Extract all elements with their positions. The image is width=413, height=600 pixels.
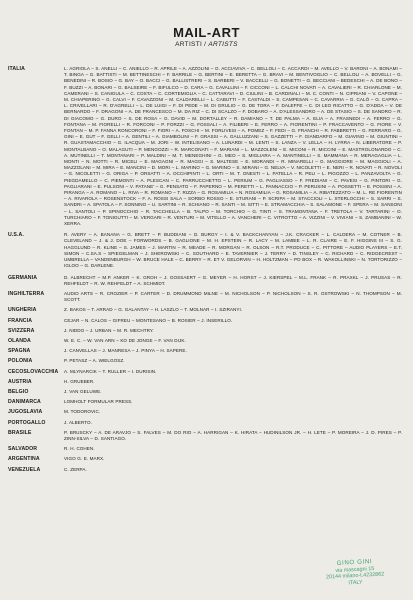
country-entry — [8, 369, 406, 375]
artist-names: J. VAN GELUWE. — [64, 388, 102, 394]
country-entry — [8, 307, 406, 313]
country-label: ITALIA — [8, 66, 25, 72]
country-label: PORTOGALLO — [8, 419, 46, 426]
stamp-city: 20144 milano-t.4232862 — [325, 571, 385, 581]
stamp-street: via mascagni 15 — [335, 565, 375, 574]
address-stamp — [315, 558, 394, 588]
country-label: SPAGNA — [8, 348, 31, 355]
country-entry — [8, 348, 406, 354]
artist-names: H. GRUEBER. — [64, 378, 95, 384]
country-entry — [8, 389, 406, 395]
country-entry — [8, 275, 406, 287]
artist-names: J. CANVELLAS – J. MANRESA – J. PINYA – H. SAPERE. — [64, 348, 187, 354]
artist-names: CEJAR – N. CALOS – GIFREU – MONTESANO – B. ROSIER – J. INSERILLO. — [64, 317, 233, 323]
artist-names: P. BRUSCKY – A. DE ARAVJO – S. FALVES – M. DO RIO – A. HARRIGAN – K. HIRATA – HUDINILSON JR. – H. LETE – P. MOREIRA – J. D. PIRES – P. ZINN-SILVA – D. SANTIAGO. — [64, 429, 402, 441]
country-entry — [8, 409, 406, 415]
country-entry — [8, 318, 406, 324]
artist-names: P. PETASZ – A. WIELGOSZ. — [64, 358, 125, 364]
artist-list — [8, 66, 406, 477]
artist-names: A. MLYNARCIK – T. RULLER – I. DURISIN. — [64, 368, 157, 374]
stamp-country: ITALY — [348, 579, 363, 586]
country-label: FRANCIA — [8, 317, 33, 324]
country-label: ARGENTINA — [8, 456, 40, 463]
country-label: UNGHERIA — [8, 307, 37, 314]
country-label: POLONIA — [8, 358, 33, 365]
country-label: AUSTRIA — [8, 378, 32, 385]
country-entry — [8, 456, 406, 462]
country-label: CECOSLOVACCHIA — [8, 368, 59, 375]
country-label: DANIMARCA — [8, 399, 41, 406]
country-entry — [8, 328, 406, 334]
country-label: SALVADOR — [8, 446, 38, 453]
country-entry — [8, 291, 406, 303]
country-entry — [8, 232, 406, 269]
artist-names: D. ALBRECHT – M.P. ANKER – K. GROH – J. GOSSAERT – G. MEYER – H. HORST – J. KIERSPEL – M.L. FRANK – R. PRAXKL – J. PRUSAS – R. REHFELDT – R. W. REHFELDT – A. SCHMIDT. — [64, 274, 402, 286]
country-entry — [8, 420, 406, 426]
stamp-name: GINO GINI — [336, 558, 373, 567]
country-entry — [8, 399, 406, 405]
artist-names: J. NIDDO – J. URBAN – M. R. MECHTRY. — [64, 327, 154, 333]
country-label: VENEZUELA — [8, 466, 41, 473]
subtitle-italic: ARTISTS — [208, 41, 238, 48]
artist-names: C. ZERPA. — [64, 466, 87, 472]
artist-names: J. ALBERTO. — [64, 419, 92, 425]
country-label: INGHILTERRA — [8, 290, 45, 297]
artist-names: M. TODOROVIC. — [64, 409, 101, 415]
country-entry — [8, 467, 406, 473]
country-entry — [8, 358, 406, 364]
country-entry — [8, 446, 406, 452]
country-entry — [8, 379, 406, 385]
page-title: MAIL-ART — [173, 25, 240, 40]
country-label: U.S.A. — [8, 232, 24, 239]
artist-names: LOMHOLT FORMULAR PRESS. — [64, 399, 133, 405]
artist-names: L. AGRIOLA – S. ANELLI – C. ANIELLO – R. APRILE – A. AZZOLINI – G. ACCIAVIVA – C. BELLOLI – C. ACCARDI – M. AVELLO – V. BARONI – A. BONAMI – T. BINGA – G. BATTISTI – M. BETTINESCHI – F. BARRILE – G. BERTINI – E. BERETTA – G. BRAVI – M. BENTIVOGLIO – C. BELLOLI – A. BOVELLI – G. BENEDINI – R. BOSIO – G. BAY – O. BACCI – G. BALLISTRERI – S. BARBERI – V. BACCELLI – G. BONETTI – G. BECCIANI – BEDESCHI – A. DE BONO – F. BUZZI – A. BONARI – G. BALSEIRE – F. BIFULCO – D. CARA – G. CAVALLINI – F. CICCONI – L. CALCHI NOVATI – A. CAVALIERI – R. CHIARLONE – M. CAMERANI – S. CANIGULA – C. COSTA – C. CORTEMIGLIA – C. CATTARAVI – D. CIULINI – B. CARDINALI – M. C. CONTI – N. CIPRIANI – V. CAPONE – M. CHIAPERINO – G. CALVI – F. CAVAZZONI – M. CALDARELLI – L. CABUTTI – F. CASTALDI – S. CAMPESAN – C. CAVARRIA – G. CALÒ – G. CAPRA – L. CRIVELLARI – R. D'AGRELLI – L. DE LUIGI – F. DI PEDE – M. DI GRULIO – G. DE TORA – F. DALEFFE – C. DI LEO RICATTO – G. D'ADDA – V. DE BERNARDO – F. DRAGONI – A. DE FRANCESCO – M. DA RIZ – C. DI SCALZO – F. DOBARO – A. D'ALESSANDRO – A. DE STASIO – S. DE SANDRO – R. DI GIACOMO – G. DURO – S. DE ROSA – G. DAVID – M. DORTALLEY – R. DAMIANO – T. DE PALMA – A. ELIA – A. FRASNEDI – A. FERRO – G. FONTANA – M. FIORELLI – R. FORCONI – P. FORZZI – G. FOSSALI – A. FILIBERI – E. FERRO – A. FIORENTINI – P. FRACCAVENTO – G. FIORE – V. FONTAN – M. P. FANNA RONCORONI – F. FIORI – A. FOSCHI – M. FORLIVESI – A. POMEZ – F. FEDI – G. FRANCHI – R. FABBRETTI – G. FERRARO – G. GINI – E. GUT – F. GELLI – A. GENTILI – A. GIAMBOLINI – F. GRASSI – A. GALLUZZANI – S. GAZZETTI – F. GIANDARFO – M. GIAVINO – M. GIUNTINI – R. GUASTAMACCHIO – G. ILACQUA – M. JORI – W. INTELISANO – A. LUNARDI – M. LENTI – S. LANZA – V. LELLA – H. LYRRA – N. LIBERATORE – P. MONTALBANO – O. MALAGUTI – P. MENGOZZI – R. MARCONATI – F. MARIANI – L. MAZZOLENI – E. MICONI – R. MICCINI – E. MASTROLONARDO – C. A. MUTINELLI – T. MONTANARI – P. MALDINI – M. T. MENEGHINI – G. MEO – S. MIGLIARA – A. MANTINELLI – S. MAMMANA – R. MERAGAGLIA – L. MONTI – N. MOTTI – R. MICELI – E. MAGAGNI – R. MAGGI – S. MALTESE – E. MORANDI – R. MINARELLI – G. MAGGIORE – M. MAGGIOLI – A. MAZZOLANI – M. MIRA – E. MANCINI – D. MORI – L. MARINO – G. MARINO – S. MIRANI – G. NELVA – V. NICOLETTI – E. NERI – R. NOVATI – R. NOVOLI – G. NICOLETTI – G. ORIGA – P. ORSATTI – A. OCCHIPINTI – L. ORTI – M. T. ONESTI – L. PATELLA – R. PELI – L. PIGOZZO – L. PANZAVOLTA – G. PIEGDAMELLO – C. PIEMONTI – A. PLESCAN – C. PARRUCCHETTO – L. PERIUM – G. PAGLIASSO – F. FREDIANI – C. PAVESI – G. PINTORI – G. PAGLIARANI – E. PULSONI – V. PATANE' – G. PENSATO – F. PAPERNO – M. PERETTI – L. PANNACCIO – P. PERUSINI – A. POSSETTI – E. POSSINI – A. PIRANGA – A. ROMANO – L. RIVA – R. ROMANO – T. RIZZA – G. ROSAMILIA – N. ROSAMILIA – G. ROSAMILIA – A. RIBATEZZATO – M. L. RE FIORENTIN – A. RIVAROLA – ROSENSTOCK – F. A. ROSSI SALA – SORBO ROSSO – E. STURANI – P. SCRIPA – M. STACCIOLI – L. STERLOCCHI – S. SARRI – S. SANDRI – A. SPATOLA – F. SONNINO – U. SARTINI – R. SCHIANO – R. SANTI – M. SITTI – E. STRAMACCHIA – S. SALAMONE – F. SPERA – M. SANSONI – L. SANTOLI – P. SPINOCCHIO – R. TACCHELLA – B. TALPO – M. TORCHIO – G. TINTI – S. TRAMONTANA – F. TRETOLA – V. TARTARINI – O. TURCHIARO – F. TONIGUTTI – M. VERGARI – R. VENTURI – M. VITELLO – A. VANCHERI – C. VITROTTO – A. VIZZINI – V. VIVIANI – S. ZAMBANINI – W. XERRA. — [64, 66, 402, 227]
country-label: BRASILE — [8, 429, 32, 436]
country-label: JUGOSLAVIA — [8, 409, 43, 416]
country-label: SVIZZERA — [8, 327, 35, 334]
artist-names: R. AVERY – A. BANANA – G. BRETT – P. BUDDIANI – D. BURGY – I. & V. BACKCHANYAN – J.K. CRACKER – L. CALDERA – M. COTNER – B. CLEVELAND – J. & J. DOE – FORWORDS – B. GAGLIONE – M. H. EPSTEIN – R. LACY – M. LAMBIE – L. R. CLAIRE – E. F. HIGGINS III – S. G. HAGGLUND – R. KLINE – S. JAMES – J. MARTIN – R. MEADE – R. MORGAN – R. OLSON – R.T. PRODUCE – C. PITTORE – AUDIO PLAYERS – E.T. SIMON – C.SA.S – SPIEGELMAN – J. SHEROWSKI – C. SOUTHARD – E. TAVERNIER – J. TERRY – D. TINSLEY – C. RICHARD – C. RIDGECREST – UMBRELLA – VANDENBURGH – W. BRUCE HALE – C. BERRY – R. ET V. GELORVIN – H. HOLTZMAN – PO BOX – R. WAKOLLINSKI – N. TORTORIZZO – IGLOO – G. DARLENE. — [64, 232, 402, 269]
artist-names: R. H. COHEN. — [64, 446, 95, 452]
country-entry — [8, 338, 406, 344]
page-subtitle — [0, 41, 413, 49]
artist-names: Z. BAKOS – T. ARRAD – G. GALANTAY – H. LASZLO – T. MOLNAR – I. SZIRANYI. — [64, 307, 243, 313]
country-label: BELGIO — [8, 388, 29, 395]
artist-names: VIGO G. E. MARX. — [64, 456, 105, 462]
country-entry — [8, 66, 406, 227]
country-label: GERMANIA — [8, 274, 38, 281]
artist-names: AUDIO ARTS – R. CROZIER – P. CARTER – D. DRUMMOND MILNE – M. NICHOLSON – P. NICHOLSON – S. R. OSTROWSKI – N. THOMPSON – M. SCOTT. — [64, 290, 402, 303]
country-label: OLANDA — [8, 337, 31, 344]
page-header — [0, 26, 413, 49]
country-entry — [8, 430, 406, 442]
subtitle-prefix: ARTISTI / — [175, 41, 209, 48]
artist-names: W. E. C. – W. VAN ARN – KO DE JONGE – F. VAN DIJK. — [64, 337, 186, 343]
